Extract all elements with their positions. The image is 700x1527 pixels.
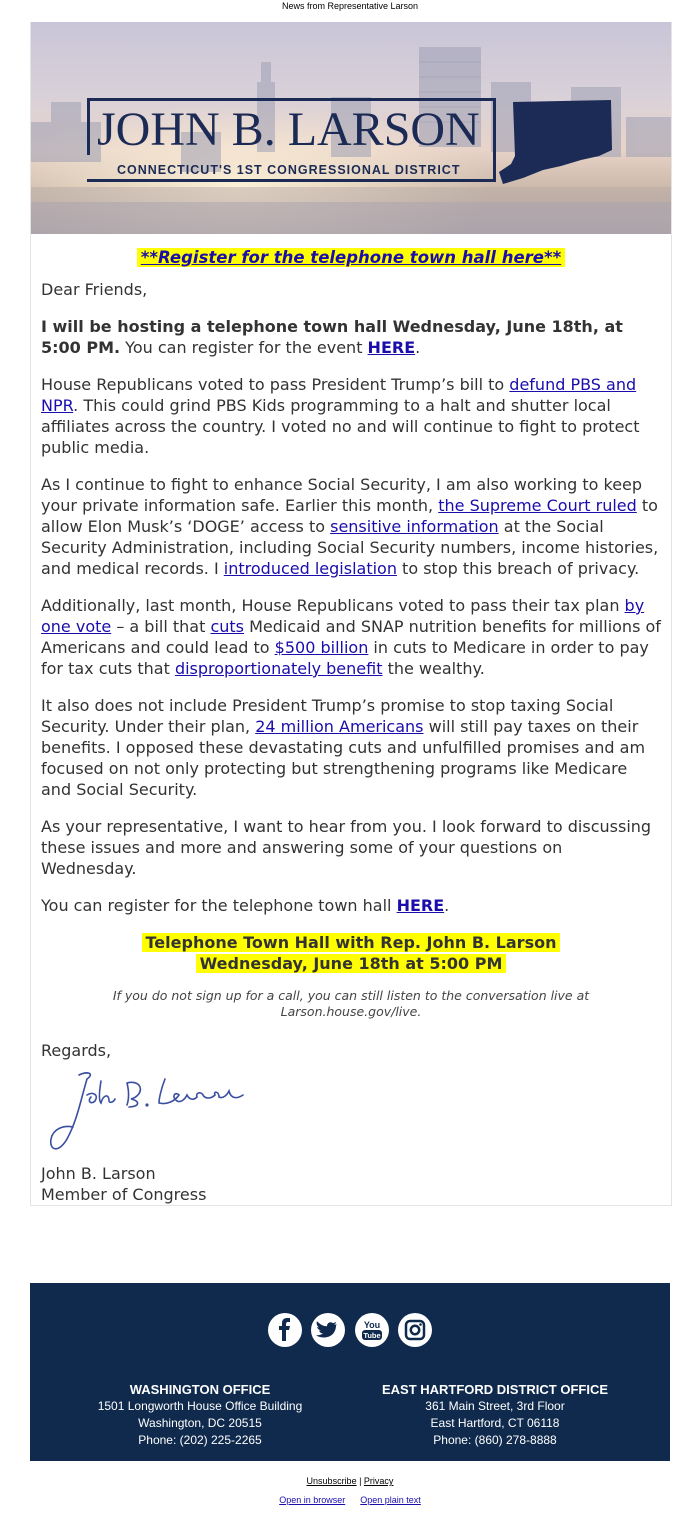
event-callout <box>41 932 661 974</box>
office-heading: WASHINGTON OFFICE <box>129 1382 271 1397</box>
paragraph-tax-plan <box>41 595 661 679</box>
signoff-name: John B. Larson <box>41 1164 156 1183</box>
district-office <box>365 1381 625 1449</box>
by-one-vote-link[interactable]: by one vote <box>41 596 645 636</box>
sensitive-information-link[interactable]: sensitive information <box>330 517 499 536</box>
defund-pbs-link[interactable]: defund PBS and NPR <box>41 375 637 415</box>
paragraph-pbs <box>41 374 661 458</box>
email-card <box>30 22 672 1206</box>
text: to allow Elon Musk’s ‘DOGE’ access to <box>41 496 658 536</box>
register-banner-link-wrap <box>41 248 661 267</box>
open-in-browser-link[interactable]: Open in browser <box>279 1495 346 1505</box>
paragraph-representative: As your representative, I want to hear from you. I look forward to discussing these issues and more and answering some of your questions on Wednesday. <box>41 817 652 878</box>
youtube-tube-text: Tube <box>362 1331 381 1340</box>
logo-name: JOHN B. LARSON <box>97 103 480 156</box>
preheader: News from Representative Larson <box>281 1 419 11</box>
text: House Republicans voted to pass President Trump’s bill to <box>41 375 510 394</box>
signature-image <box>47 1065 257 1157</box>
logo-district: CONNECTICUT'S 1ST CONGRESSIONAL DISTRICT <box>117 163 461 177</box>
connecticut-map-icon <box>499 100 615 184</box>
register-here-link[interactable]: HERE <box>367 338 416 357</box>
facebook-icon[interactable] <box>268 1313 302 1347</box>
twitter-icon[interactable] <box>311 1313 345 1347</box>
text: As I continue to fight to enhance Social Security, I am also working to keep your private information safe. Earlier this month, <box>41 475 643 515</box>
paragraph-register <box>41 895 661 916</box>
text: – a bill that <box>111 617 211 636</box>
email-body <box>31 234 671 1205</box>
text: You can register for the event <box>120 338 368 357</box>
500-billion-link[interactable]: $500 billion <box>274 638 369 657</box>
youtube-icon[interactable] <box>355 1313 389 1347</box>
logo-frame-left <box>87 98 90 155</box>
cuts-link[interactable]: cuts <box>210 617 244 636</box>
banner <box>31 22 671 234</box>
listen-live-note <box>41 988 661 1020</box>
youtube-you-text: You <box>363 1320 380 1330</box>
text: It also does not include President Trump’s promise to stop taxing Social Security. Under their plan, <box>41 696 614 736</box>
office-phone: Phone: (860) 278-8888 <box>433 1433 557 1447</box>
register-top-link[interactable]: **Register for the telephone town hall here** <box>137 248 565 267</box>
regards: Regards, <box>41 1041 112 1060</box>
office-phone: Phone: (202) 225-2265 <box>138 1433 262 1447</box>
greeting: Dear Friends, <box>41 280 148 299</box>
text: at the Social Security Administration, including Social Security numbers, income histories, and medical records. I <box>41 517 659 578</box>
event-time: Wednesday, June 18th at 5:00 PM <box>196 954 507 973</box>
separator: | <box>356 1476 364 1486</box>
instagram-icon[interactable] <box>398 1313 432 1347</box>
footer <box>30 1283 670 1461</box>
note-line: If you do not sign up for a call, you can still listen to the conversation live at <box>112 988 590 1003</box>
text: will still pay taxes on their benefits. I opposed these devastating cuts and unfulfilled promises and am focused on not only protecting but strengthening programs like Medicare and Social Security. <box>41 717 646 799</box>
paragraph-social-security <box>41 474 661 579</box>
townhall-bold: I will be hosting a telephone town hall Wednesday, June 18th, at 5:00 PM. <box>41 317 623 357</box>
office-heading: EAST HARTFORD DISTRICT OFFICE <box>381 1382 609 1397</box>
supreme-court-link[interactable]: the Supreme Court ruled <box>438 496 637 515</box>
paragraph-townhall <box>41 316 661 358</box>
text: Additionally, last month, House Republicans voted to pass their tax plan <box>41 596 625 615</box>
office-address: 1501 Longworth House Office Building <box>97 1399 303 1413</box>
open-plain-text-link[interactable]: Open plain text <box>360 1495 421 1505</box>
unsubscribe-link[interactable]: Unsubscribe <box>306 1476 357 1486</box>
24-million-link[interactable]: 24 million Americans <box>255 717 424 736</box>
washington-office <box>70 1381 330 1449</box>
text: You can register for the telephone town hall <box>41 896 397 915</box>
privacy-link[interactable]: Privacy <box>363 1476 394 1486</box>
signoff-title: Member of Congress <box>41 1185 207 1204</box>
text: the wealthy. <box>382 659 485 678</box>
bottom-links <box>0 1476 700 1505</box>
text: . <box>444 896 450 915</box>
introduced-legislation-link[interactable]: introduced legislation <box>223 559 397 578</box>
social-links <box>30 1313 670 1347</box>
office-address: 361 Main Street, 3rd Floor <box>425 1399 565 1413</box>
text: in cuts to Medicare in order to pay for tax cuts that <box>41 638 649 678</box>
event-title: Telephone Town Hall with Rep. John B. Larson <box>142 933 561 952</box>
office-city: East Hartford, CT 06118 <box>430 1416 560 1430</box>
paragraph-taxing-ss <box>41 695 661 800</box>
office-city: Washington, DC 20515 <box>138 1416 262 1430</box>
disproportionately-benefit-link[interactable]: disproportionately benefit <box>174 659 383 678</box>
text: to stop this breach of privacy. <box>396 559 640 578</box>
text: . This could grind PBS Kids programming to a halt and shutter local affiliates across the country. I voted no and will continue to fight to protect public media. <box>41 396 640 457</box>
text: . <box>415 338 421 357</box>
note-line: Larson.house.gov/live. <box>280 1004 422 1019</box>
register-here-link-2[interactable]: HERE <box>396 896 445 915</box>
text: Medicaid and SNAP nutrition benefits for millions of Americans and could lead to <box>41 617 661 657</box>
